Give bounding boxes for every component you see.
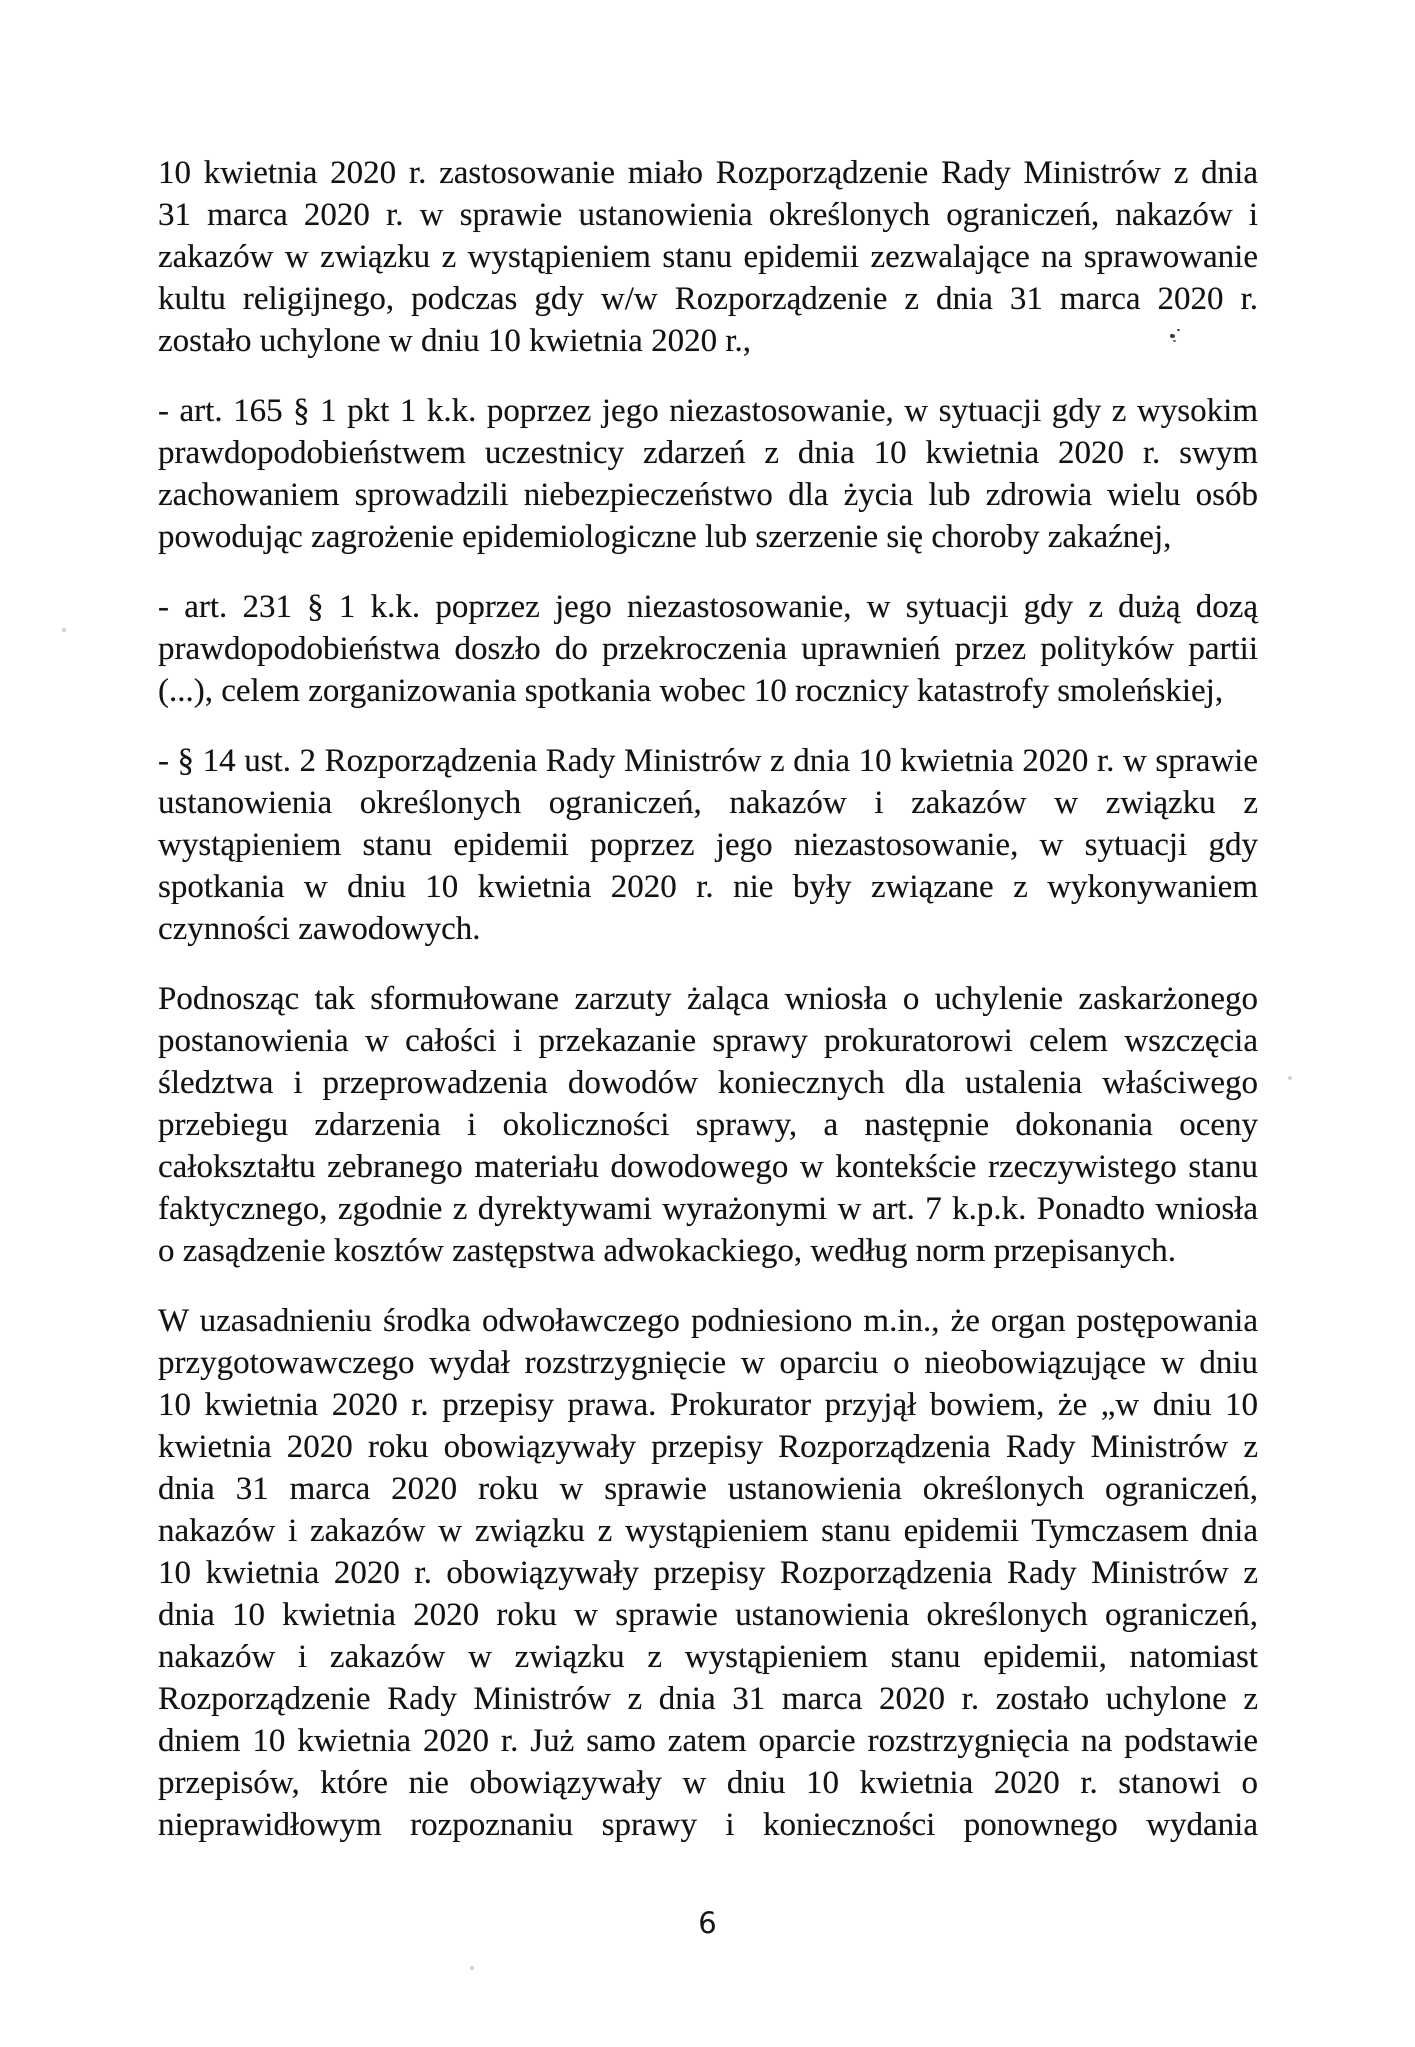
text-line: Podnosząc tak sformułowane zarzuty żaląca wniosła o uchylenie zaskarżonego xyxy=(158,981,1258,1017)
text-line: - art. 231 § 1 k.k. poprzez jego niezastosowanie, w sytuacji gdy z dużą dozą xyxy=(158,589,1258,625)
paragraph-3-zarzut-art-231 xyxy=(158,586,1258,712)
text-line: 10 kwietnia 2020 r. obowiązywały przepisy Rozporządzenia Rady Ministrów z xyxy=(158,1555,1258,1591)
text-column xyxy=(158,152,1258,1874)
scan-artifact xyxy=(470,1966,474,1970)
text-line: powodując zagrożenie epidemiologiczne lub szerzenie się choroby zakaźnej, xyxy=(158,519,1172,555)
text-line: wystąpieniem stanu epidemii poprzez jego niezastosowanie, w sytuacji gdy xyxy=(158,827,1258,863)
text-line: spotkania w dniu 10 kwietnia 2020 r. nie były związane z wykonywaniem xyxy=(158,869,1258,905)
text-line: przepisów, które nie obowiązywały w dniu 10 kwietnia 2020 r. stanowi o xyxy=(158,1765,1258,1801)
text-line: postanowienia w całości i przekazanie sprawy prokuratorowi celem wszczęcia xyxy=(158,1023,1258,1059)
text-line: zachowaniem sprowadzili niebezpieczeństwo dla życia lub zdrowia wielu osób xyxy=(158,477,1258,513)
text-line: (...), celem zorganizowania spotkania wobec 10 rocznicy katastrofy smoleńskiej, xyxy=(158,673,1224,709)
text-line: o zasądzenie kosztów zastępstwa adwokackiego, według norm przepisanych. xyxy=(158,1233,1177,1269)
text-line: ustanowienia określonych ograniczeń, nakazów i zakazów w związku z xyxy=(158,785,1258,821)
scan-artifact xyxy=(1288,1076,1292,1080)
paragraph-2-zarzut-art-165 xyxy=(158,390,1258,558)
text-line: dniem 10 kwietnia 2020 r. Już samo zatem oparcie rozstrzygnięcia na podstawie xyxy=(158,1723,1258,1759)
text-line: przygotowawczego wydał rozstrzygnięcie w oparciu o nieobowiązujące w dniu xyxy=(158,1345,1258,1381)
text-line: 10 kwietnia 2020 r. przepisy prawa. Prokurator przyjął bowiem, że „w dniu 10 xyxy=(158,1387,1258,1423)
text-line: Rozporządzenie Rady Ministrów z dnia 31 marca 2020 r. zostało uchylone z xyxy=(158,1681,1258,1717)
text-line: śledztwa i przeprowadzenia dowodów koniecznych dla ustalenia właściwego xyxy=(158,1065,1258,1101)
text-line: przebiegu zdarzenia i okoliczności sprawy, a następnie dokonania oceny xyxy=(158,1107,1258,1143)
text-line: prawdopodobieństwem uczestnicy zdarzeń z dnia 10 kwietnia 2020 r. swym xyxy=(158,435,1258,471)
text-line: prawdopodobieństwa doszło do przekroczenia uprawnień przez polityków partii xyxy=(158,631,1258,667)
text-line: dnia 31 marca 2020 roku w sprawie ustanowienia określonych ograniczeń, xyxy=(158,1471,1258,1507)
paragraph-1 xyxy=(158,152,1258,362)
text-line: nakazów i zakazów w związku z wystąpieniem stanu epidemii, natomiast xyxy=(158,1639,1258,1675)
text-line: zakazów w związku z wystąpieniem stanu epidemii zezwalające na sprawowanie xyxy=(158,239,1258,275)
scan-artifact xyxy=(1170,334,1175,338)
scan-artifact xyxy=(62,628,66,632)
text-line: zostało uchylone w dniu 10 kwietnia 2020 r., xyxy=(158,323,751,359)
page-number: 6 xyxy=(698,1906,717,1940)
text-line: - § 14 ust. 2 Rozporządzenia Rady Ministrów z dnia 10 kwietnia 2020 r. w sprawie xyxy=(158,743,1258,779)
text-line: W uzasadnieniu środka odwoławczego podniesiono m.in., że organ postępowania xyxy=(158,1303,1258,1339)
text-line: nakazów i zakazów w związku z wystąpieniem stanu epidemii Tymczasem dnia xyxy=(158,1513,1258,1549)
text-line: 10 kwietnia 2020 r. zastosowanie miało Rozporządzenie Rady Ministrów z dnia xyxy=(158,155,1258,191)
text-line: 31 marca 2020 r. w sprawie ustanowienia określonych ograniczeń, nakazów i xyxy=(158,197,1258,233)
paragraph-5-wnioski xyxy=(158,978,1258,1272)
text-line: kultu religijnego, podczas gdy w/w Rozporządzenie z dnia 31 marca 2020 r. xyxy=(158,281,1258,317)
text-line: nieprawidłowym rozpoznaniu sprawy i konieczności ponownego wydania xyxy=(158,1807,1258,1843)
paragraph-6-uzasadnienie xyxy=(158,1300,1258,1846)
text-line: całokształtu zebranego materiału dowodowego w kontekście rzeczywistego stanu xyxy=(158,1149,1258,1185)
text-line: faktycznego, zgodnie z dyrektywami wyrażonymi w art. 7 k.p.k. Ponadto wniosła xyxy=(158,1191,1258,1227)
text-line: kwietnia 2020 roku obowiązywały przepisy Rozporządzenia Rady Ministrów z xyxy=(158,1429,1258,1465)
paragraph-4-zarzut-par-14 xyxy=(158,740,1258,950)
text-line: czynności zawodowych. xyxy=(158,911,481,947)
text-line: dnia 10 kwietnia 2020 roku w sprawie ustanowienia określonych ograniczeń, xyxy=(158,1597,1258,1633)
text-line: - art. 165 § 1 pkt 1 k.k. poprzez jego niezastosowanie, w sytuacji gdy z wysokim xyxy=(158,393,1258,429)
